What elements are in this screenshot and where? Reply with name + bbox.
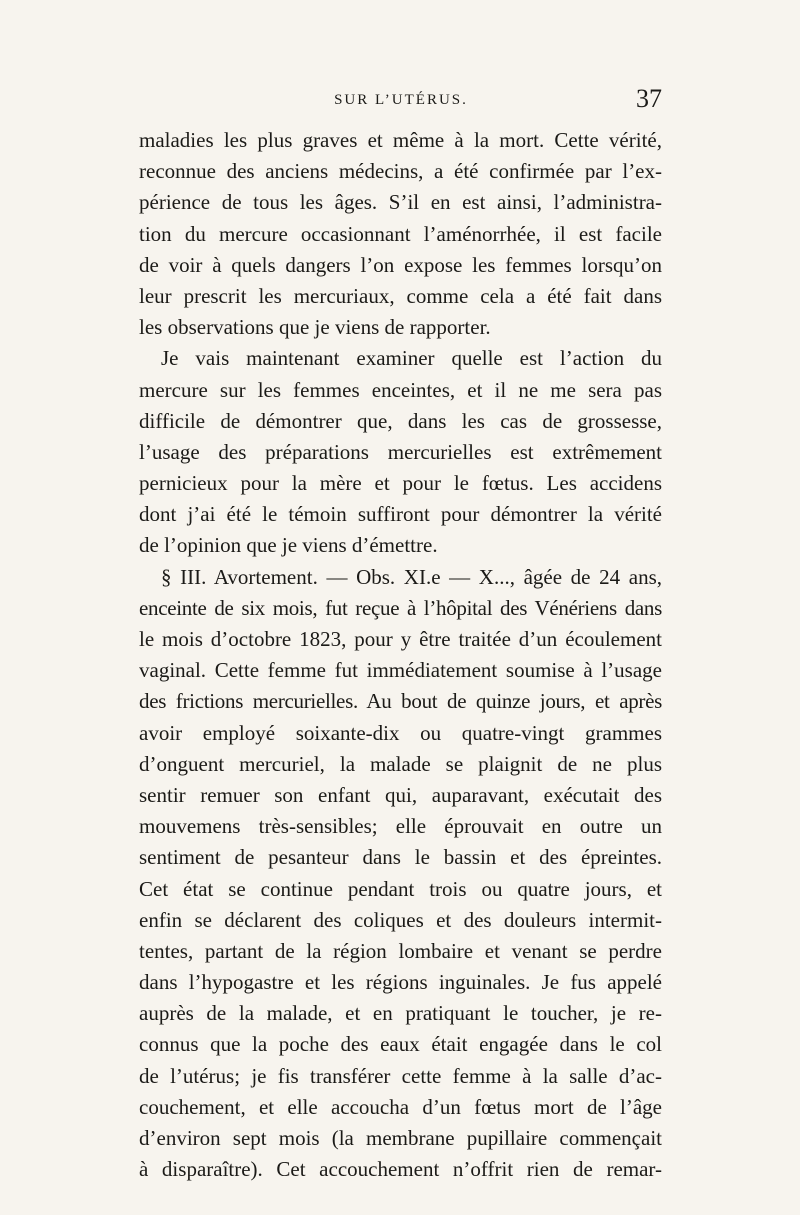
text-line: d’onguent mercuriel, la malade se plaignit de ne plus: [139, 751, 662, 776]
text-line: l’usage des préparations mercurielles est extrêmement: [139, 439, 662, 464]
running-title: SUR L’UTÉRUS.: [334, 92, 468, 108]
text-line: d’environ sept mois (la membrane pupillaire commençait: [139, 1126, 662, 1150]
text-line: Cet état se continue pendant trois ou quatre jours, et: [139, 876, 662, 901]
text-line: difficile de démontrer que, dans les cas de grossesse,: [139, 408, 662, 433]
text-line: reconnue des anciens médecins, a été confirmée par l’ex-: [139, 159, 662, 184]
text-line: Je vais maintenant examiner quelle est l’action du: [161, 346, 662, 371]
text-line: leur prescrit les mercuriaux, comme cela a été fait dans: [139, 283, 662, 308]
page-number: 37: [636, 84, 662, 113]
text-line: maladies les plus graves et même à la mort. Cette vérité,: [139, 128, 662, 152]
text-line: § III. Avortement. — Obs. XI.e — X..., âgée de 24 ans,: [161, 564, 662, 589]
text-line: le mois d’octobre 1823, pour y être traitée d’un écoulement: [139, 627, 662, 651]
text-line: pernicieux pour la mère et pour le fœtus. Les accidens: [139, 471, 662, 496]
text-line: enfin se déclarent des coliques et des douleurs intermit-: [139, 907, 662, 932]
text-line: vaginal. Cette femme fut immédiatement soumise à l’usage: [139, 658, 662, 683]
body-text: [139, 125, 662, 1185]
text-line: dont j’ai été le témoin suffiront pour démontrer la vérité: [139, 502, 662, 527]
text-line: de l’opinion que je viens d’émettre.: [139, 533, 438, 558]
text-line: connus que la poche des eaux était engagée dans le col: [139, 1032, 662, 1057]
text-line: sentir remuer son enfant qui, auparavant, exécutait des: [139, 782, 662, 807]
text-line: mercure sur les femmes enceintes, et il ne me sera pas: [139, 377, 662, 402]
text-line: enceinte de six mois, fut reçue à l’hôpital des Vénériens dans: [139, 595, 662, 620]
text-line: dans l’hypogastre et les régions inguinales. Je fus appelé: [139, 970, 662, 995]
text-line: avoir employé soixante-dix ou quatre-vingt grammes: [139, 720, 662, 745]
text-line: tion du mercure occasionnant l’aménorrhée, il est facile: [139, 221, 662, 246]
text-line: de voir à quels dangers l’on expose les femmes lorsqu’on: [139, 252, 662, 277]
text-line: couchement, et elle accoucha d’un fœtus mort de l’âge: [139, 1094, 662, 1119]
text-line: sentiment de pesanteur dans le bassin et des épreintes.: [139, 845, 662, 870]
text-line: périence de tous les âges. S’il en est ainsi, l’administra-: [139, 190, 662, 215]
text-line: des frictions mercurielles. Au bout de quinze jours, et après: [139, 689, 662, 714]
text-line: de l’utérus; je fis transférer cette femme à la salle d’ac-: [139, 1063, 662, 1088]
text-line: auprès de la malade, et en pratiquant le toucher, je re-: [139, 1001, 662, 1026]
text-line: à disparaître). Cet accouchement n’offrit rien de remar-: [139, 1157, 662, 1182]
text-line: les observations que je viens de rapporter.: [139, 315, 491, 340]
text-line: mouvemens très-sensibles; elle éprouvait en outre un: [139, 814, 662, 839]
text-line: tentes, partant de la région lombaire et venant se perdre: [139, 938, 662, 963]
running-head: [140, 86, 662, 116]
